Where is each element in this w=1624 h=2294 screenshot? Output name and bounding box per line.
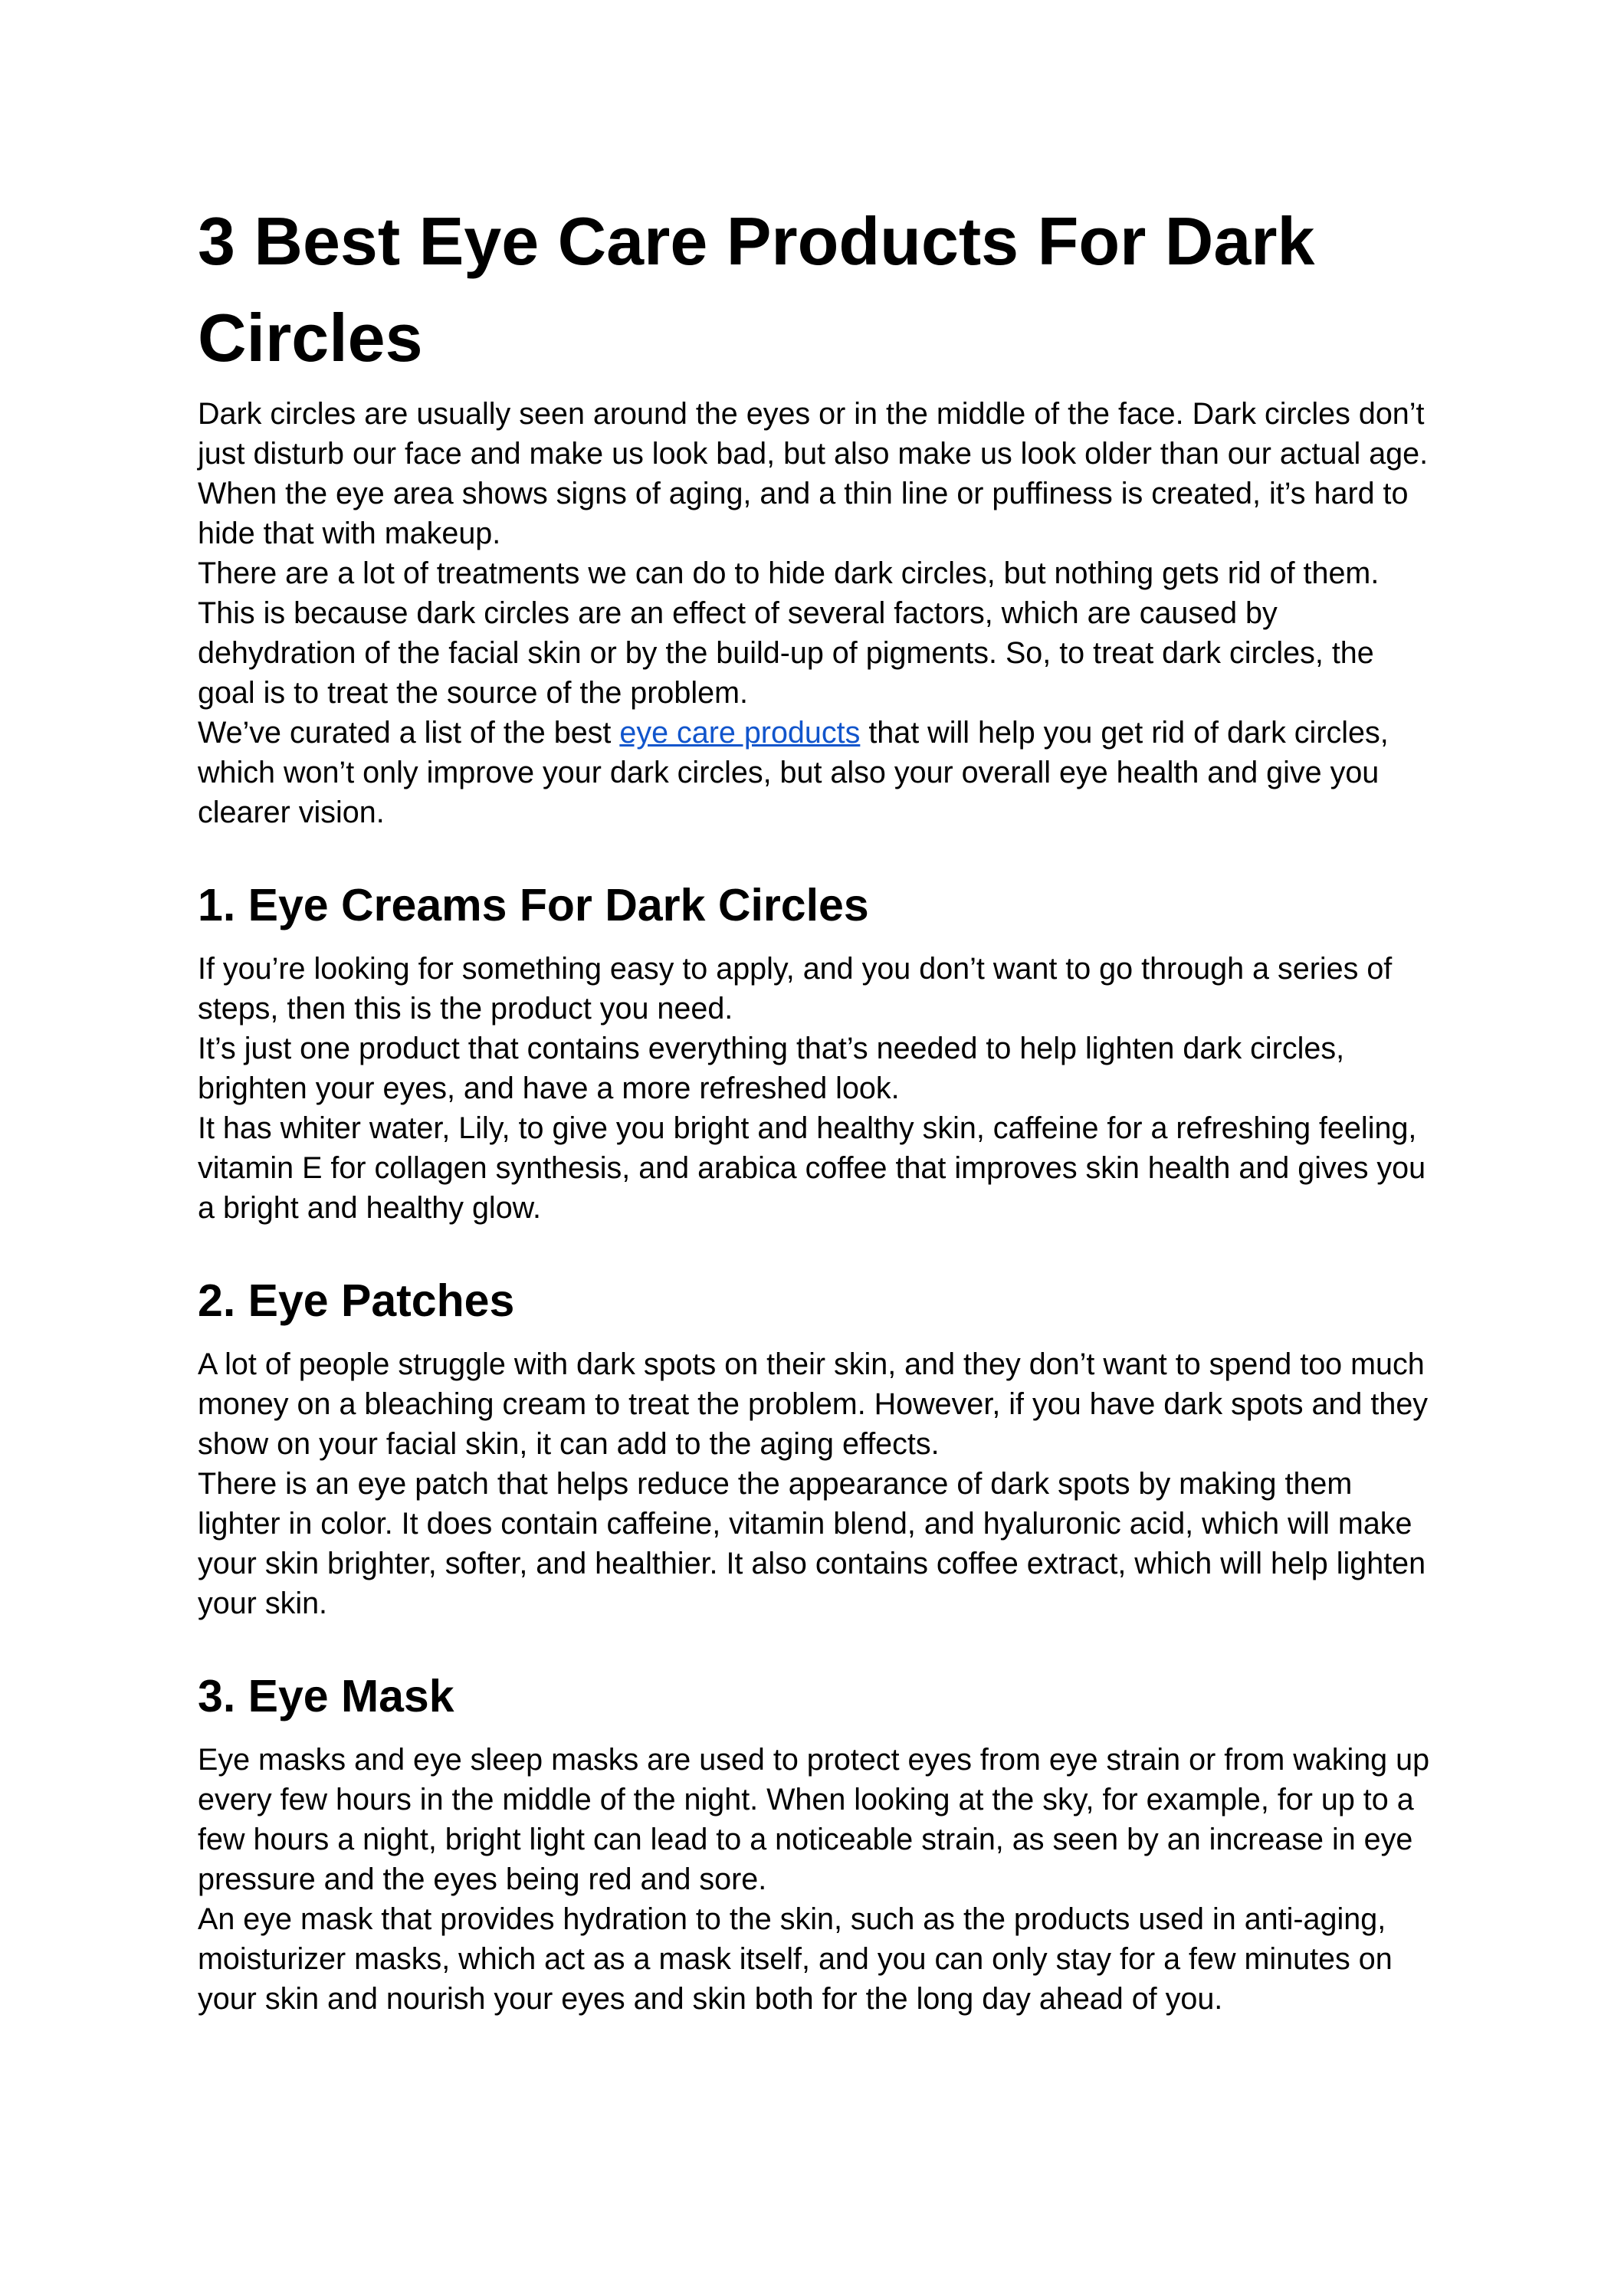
eye-creams-paragraph-1: If you’re looking for something easy to apply, and you don’t want to go through a series of steps, then this is the product you need. [198,952,1393,1026]
section-eye-mask [198,1669,1439,2019]
page-title: 3 Best Eye Care Products For Dark Circles [198,203,1315,376]
section-eye-patches [198,1274,1439,1623]
eye-creams-paragraph-3: It has whiter water, Lily, to give you bright and healthy skin, caffeine for a refreshing feeling, vitamin E for collagen synthesis, and arabica coffee that improves skin health and gives you a bright and healthy glow. [198,1111,1426,1225]
eye-creams-paragraph-2: It’s just one product that contains everything that’s needed to help lighten dark circles, brighten your eyes, and have a more refreshed look. [198,1032,1345,1105]
intro-paragraph-3 [198,713,1439,832]
eye-patches-paragraph-2: There is an eye patch that helps reduce the appearance of dark spots by making them lighter in color. It does contain caffeine, vitamin blend, and hyaluronic acid, which will make your skin brighter, softer, and healthier. It also contains coffee extract, which will help lighten your skin. [198,1467,1426,1620]
intro-paragraph-3-lead: We’ve curated a list of the best [198,716,620,750]
section-heading-eye-mask: 3. Eye Mask [198,1671,454,1721]
section-eye-creams [198,878,1439,1228]
document-page [198,193,1439,2019]
eye-mask-paragraph-1: Eye masks and eye sleep masks are used to protect eyes from eye strain or from waking up every few hours in the middle of the night. When looking at the sky, for example, for up to a few hours a night, bright light can lead to a noticeable strain, as seen by an increase in eye pressure and the eyes being red and sore. [198,1743,1430,1896]
intro-paragraph-3-tail: that will help you get rid of dark circles, which won’t only improve your dark circles, but also your overall eye health and give you clearer vision. [198,716,1389,829]
intro-paragraph-1: Dark circles are usually seen around the eyes or in the middle of the face. Dark circles don’t just disturb our face and make us look bad, but also make us look older than our actual age. When the eye area shows signs of aging, and a thin line or puffiness is created, it’s hard to hide that with makeup. [198,397,1429,550]
eye-patches-paragraph-1: A lot of people struggle with dark spots on their skin, and they don’t want to spend too much money on a bleaching cream to treat the problem. However, if you have dark spots and they show on your facial skin, it can add to the aging effects. [198,1347,1429,1461]
intro-section [198,394,1439,832]
section-heading-eye-creams: 1. Eye Creams For Dark Circles [198,880,869,930]
eye-care-products-link[interactable]: eye care products [619,716,861,750]
eye-mask-paragraph-2: An eye mask that provides hydration to the skin, such as the products used in anti-aging, moisturizer masks, which act as a mask itself, and you can only stay for a few minutes on your skin and nourish your eyes and skin both for the long day ahead of you. [198,1902,1393,2016]
section-heading-eye-patches: 2. Eye Patches [198,1275,515,1326]
intro-paragraph-2: There are a lot of treatments we can do to hide dark circles, but nothing gets rid of them. This is because dark circles are an effect of several factors, which are caused by dehydration of the facial skin or by the build-up of pigments. So, to treat dark circles, the goal is to treat the source of the problem. [198,556,1380,710]
